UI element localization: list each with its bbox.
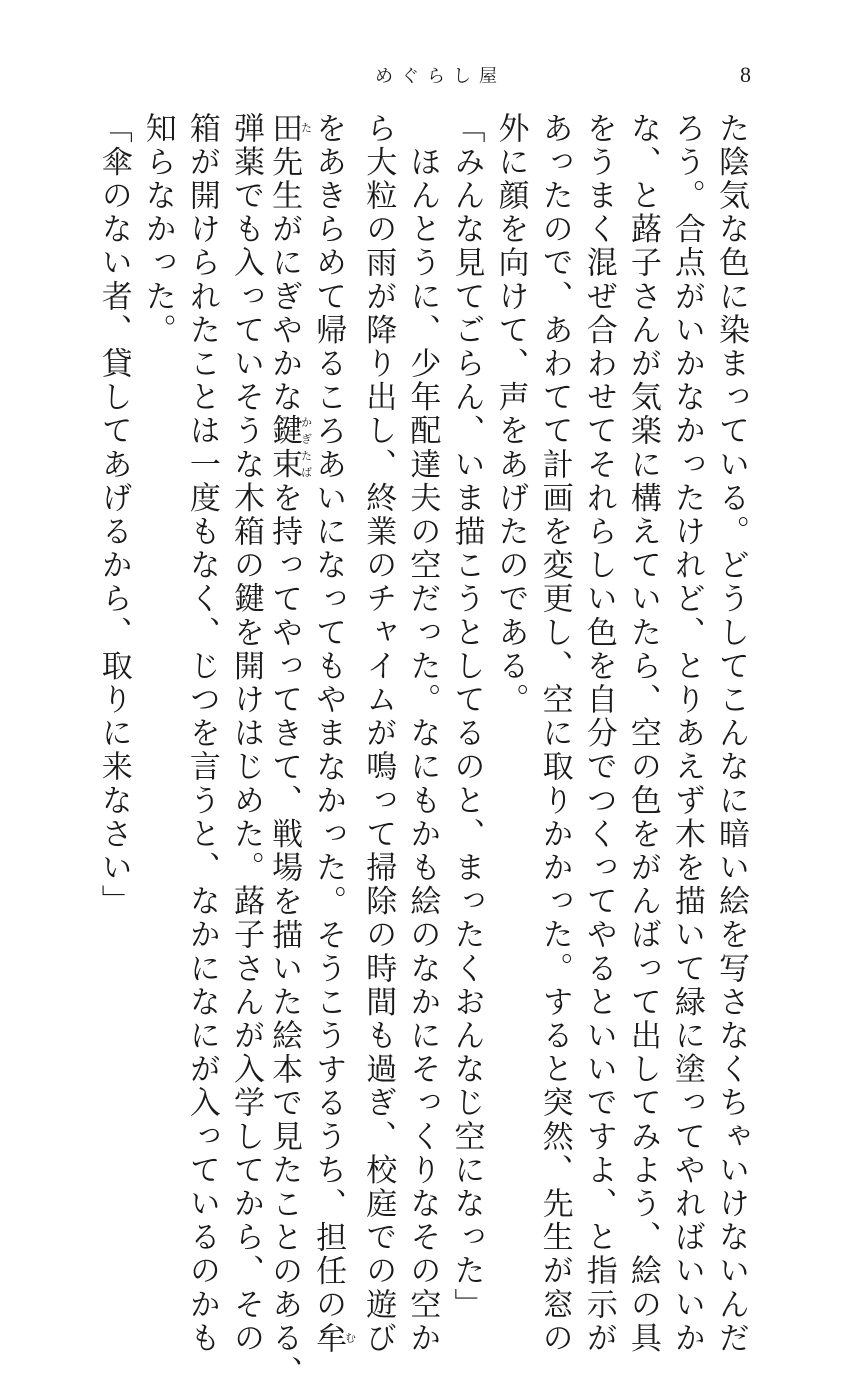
text-column: ら大粒の雨が降り出し、終業のチャイムが鳴って掃除の時間も過ぎ、校庭での遊び — [360, 112, 397, 1356]
text-column: 「傘のない者、貸してあげるから、取りに来なさい」 — [95, 112, 132, 919]
text-column: 田た先生がにぎやかな鍵束かぎたばを持ってやってきて、戦場を描いた絵本で見たことのある、 — [266, 112, 313, 1389]
furigana-ruby: 牟む — [310, 1321, 357, 1356]
furigana-ruby: 鍵束かぎたば — [266, 414, 313, 482]
running-header-title: めぐらし屋 — [375, 66, 505, 87]
text-column: 知らなかった。 — [139, 112, 176, 348]
text-column: ほんとうに、少年配達夫の空だった。なにもかも絵のなかにそっくりなその空か — [404, 112, 441, 1356]
text-column: 弾薬でも入っていそうな木箱の鍵を開けはじめた。蕗子さんが入学してから、その — [227, 112, 264, 1356]
text-column: た陰気な色に染まっている。どうしてこんなに暗い絵を写さなくちゃいけないんだ — [713, 112, 749, 1356]
text-column: をあきらめて帰るころあいになってもやまなかった。そうこうするうち、担任の牟む — [310, 112, 357, 1356]
text-column: 「みんな見てごらん、いま描こうとしてるのと、まったくおんなじ空になった」 — [448, 112, 485, 1322]
text-column: な、と蕗子さんが気楽に構えていたら、空の色をがんばって出してみよう、絵の具 — [624, 112, 661, 1356]
page-number: 8 — [740, 62, 751, 87]
furigana-ruby: 田た — [266, 112, 313, 146]
vertical-text-body — [92, 112, 753, 1389]
text-column: 箱が開けられたことは一度もなく、じつを言うと、なかになにが入っているのかも — [183, 112, 220, 1356]
text-column: をうまく混ぜ合わせてそれらしい色を自分でつくってやるといいですよ、と指示が — [580, 112, 617, 1356]
text-column: あったので、あわてて計画を変更し、空に取りかかった。すると突然、先生が窓の — [536, 112, 573, 1356]
text-column: 外に顔を向けて、声をあげたのである。 — [492, 112, 529, 717]
text-column: ろう。合点がいかなかったけれど、とりあえず木を描いて緑に塗ってやればいいか — [668, 112, 705, 1356]
